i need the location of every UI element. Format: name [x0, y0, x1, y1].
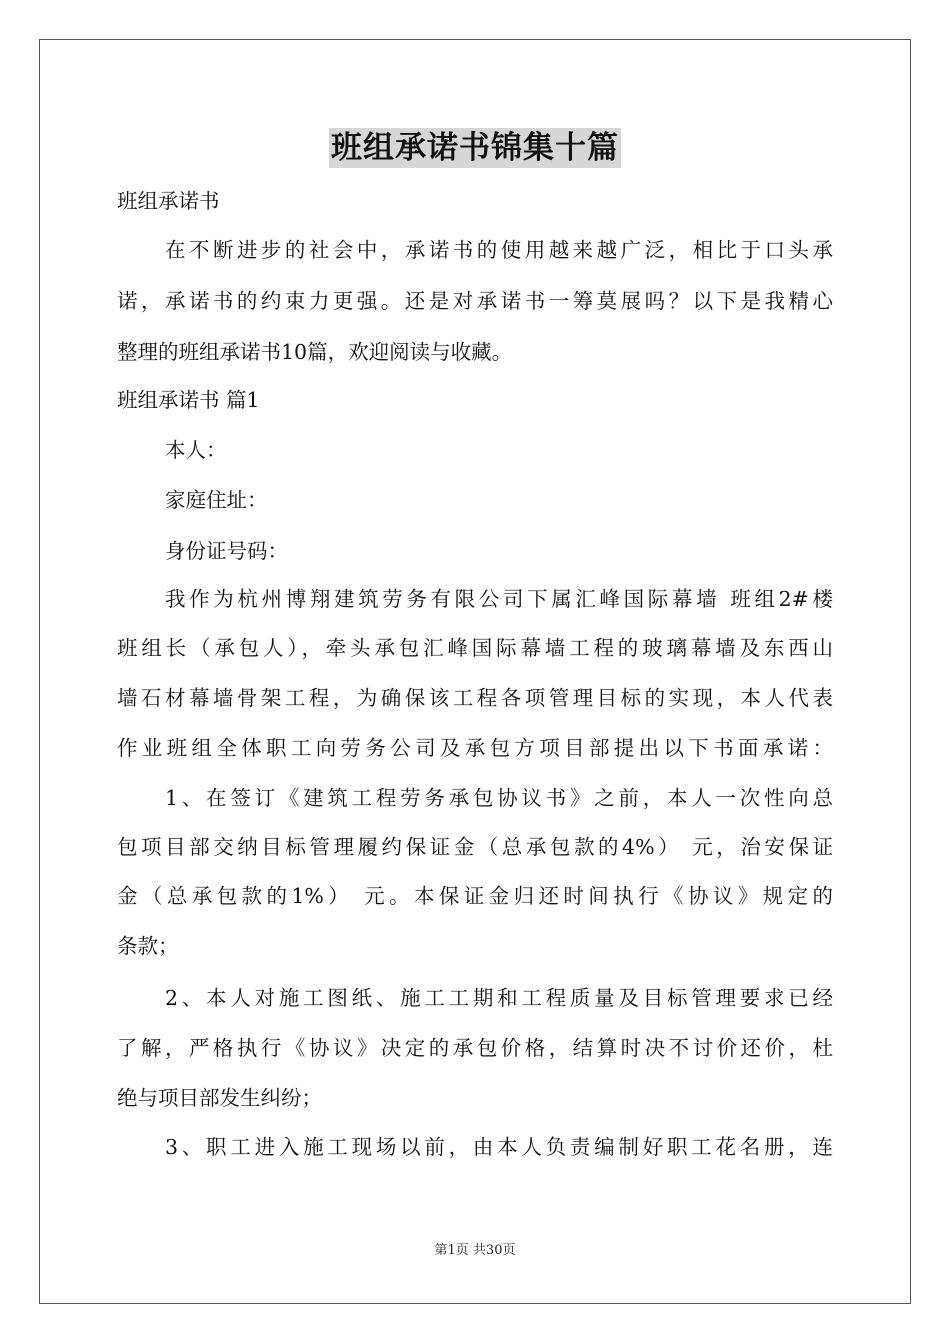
intro-line: 诺，承诺书的约束力更强。还是对承诺书一筹莫展吗？以下是我精心	[117, 289, 833, 313]
title-container	[0, 128, 950, 168]
item-2-line: 2、本人对施工图纸、施工工期和工程质量及目标管理要求已经	[165, 986, 833, 1010]
item-1-line: 1、在签订《建筑工程劳务承包协议书》之前，本人一次性向总	[165, 786, 833, 810]
paragraph-line: 墙石材幕墙骨架工程，为确保该工程各项管理目标的实现，本人代表	[117, 686, 833, 710]
page-border	[39, 39, 911, 1304]
intro-heading: 班组承诺书	[117, 189, 220, 213]
field-id-number: 身份证号码：	[165, 539, 288, 563]
item-3-line: 3、职工进入施工现场以前，由本人负责编制好职工花名册，连	[165, 1135, 833, 1159]
item-1-line: 金（总承包款的1%） 元。本保证金归还时间执行《协议》规定的	[117, 884, 833, 908]
section-heading: 班组承诺书 篇1	[117, 388, 260, 412]
document-title: 班组承诺书锦集十篇	[331, 130, 619, 166]
paragraph-line: 作业班组全体职工向劳务公司及承包方项目部提出以下书面承诺：	[117, 736, 833, 760]
page-number-footer: 第1页 共30页	[434, 1243, 516, 1258]
item-2-line: 绝与项目部发生纠纷；	[117, 1086, 322, 1110]
item-1-line: 条款；	[117, 934, 179, 958]
paragraph-line: 我作为杭州博翔建筑劳务有限公司下属汇峰国际幕墙 班组2#楼	[165, 587, 833, 611]
item-1-line: 包项目部交纳目标管理履约保证金（总承包款的4%） 元，治安保证	[117, 835, 833, 859]
field-person: 本人：	[165, 438, 227, 462]
item-2-line: 了解，严格执行《协议》决定的承包价格，结算时决不讨价还价，杜	[117, 1036, 833, 1060]
field-address: 家庭住址：	[165, 488, 268, 512]
intro-line: 整理的班组承诺书10篇，欢迎阅读与收藏。	[117, 340, 513, 364]
paragraph-line: 班组长（承包人），牵头承包汇峰国际幕墙工程的玻璃幕墙及东西山	[117, 636, 833, 660]
intro-line: 在不断进步的社会中，承诺书的使用越来越广泛，相比于口头承	[165, 238, 833, 262]
